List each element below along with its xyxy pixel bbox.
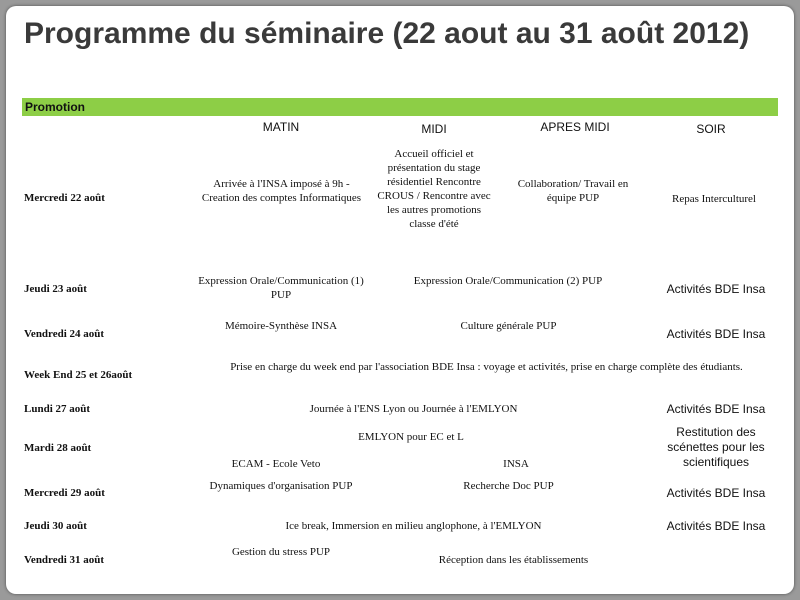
row-label-mercredi-22: Mercredi 22 août [24,192,105,204]
row-label-vendredi-31: Vendredi 31 août [24,554,105,566]
cell-r3-soir: Activités BDE Insa [666,327,766,341]
cell-r2-midi-apres: Expression Orale/Communication (2) PUP [413,275,603,287]
row-label-jeudi-30: Jeudi 30 août [24,520,87,532]
row-label-lundi-27: Lundi 27 août [24,403,91,415]
cell-r9-rest: Réception dans les établissements [438,554,589,566]
cell-r2-soir: Activités BDE Insa [666,282,766,296]
row-label-week-end: Week End 25 et 26août [24,369,133,381]
cell-r6-midi-apres: INSA [503,458,529,470]
row-label-vendredi-24: Vendredi 24 août [24,328,105,340]
promotion-bar [22,98,778,116]
cell-r4-all: Prise en charge du week end par l'association BDE Insa : voyage et activités, prise en charge complète des étudiants. [230,361,743,373]
row-label-mercredi-29: Mercredi 29 août [24,487,105,499]
col-header-apres-midi: APRES MIDI [540,120,610,134]
cell-r6-top: EMLYON pour EC et L [358,431,464,443]
cell-r1-apres-midi: Collaboration/ Travail en équipe PUP [517,178,629,204]
cell-r7-matin: Dynamiques d'organisation PUP [209,480,353,492]
cell-r8-soir: Activités BDE Insa [666,519,766,533]
cell-r1-matin: Arrivée à l'INSA imposé à 9h - Creation des comptes Informatiques [201,178,362,204]
cell-r1-soir: Repas Interculturel [672,193,756,205]
row-label-mardi-28: Mardi 28 août [24,442,92,454]
col-header-matin: MATIN [262,120,300,134]
cell-r7-soir: Activités BDE Insa [666,486,766,500]
cell-r3-midi-apres: Culture générale PUP [460,320,557,332]
slide [6,6,794,594]
cell-r1-midi: Accueil officiel et présentation du stage résidentiel Rencontre CROUS / Rencontre avec les autres promotions classe d'été [377,148,491,230]
cell-r3-matin: Mémoire-Synthèse INSA [224,320,338,332]
cell-r6-matin: ECAM - Ecole Veto [231,458,321,470]
cell-r2-matin: Expression Orale/Communication (1) PUP [198,275,364,301]
cell-r7-midi-apres: Recherche Doc PUP [463,480,554,492]
cell-r9-matin: Gestion du stress PUP [231,546,331,558]
page-title: Programme du séminaire (22 aout au 31 août 2012) [24,17,750,50]
cell-r5-day: Journée à l'ENS Lyon ou Journée à l'EMLYON [309,403,518,415]
promotion-label: Promotion [25,100,85,114]
cell-r8-day: Ice break, Immersion en milieu anglophone, à l'EMLYON [285,520,542,532]
row-label-jeudi-23: Jeudi 23 août [24,283,87,295]
col-header-midi: MIDI [421,122,447,136]
col-header-soir: SOIR [696,122,726,136]
cell-r6-soir: Restitution des scénettes pour les scientifiques [667,425,765,469]
cell-r5-soir: Activités BDE Insa [666,402,766,416]
